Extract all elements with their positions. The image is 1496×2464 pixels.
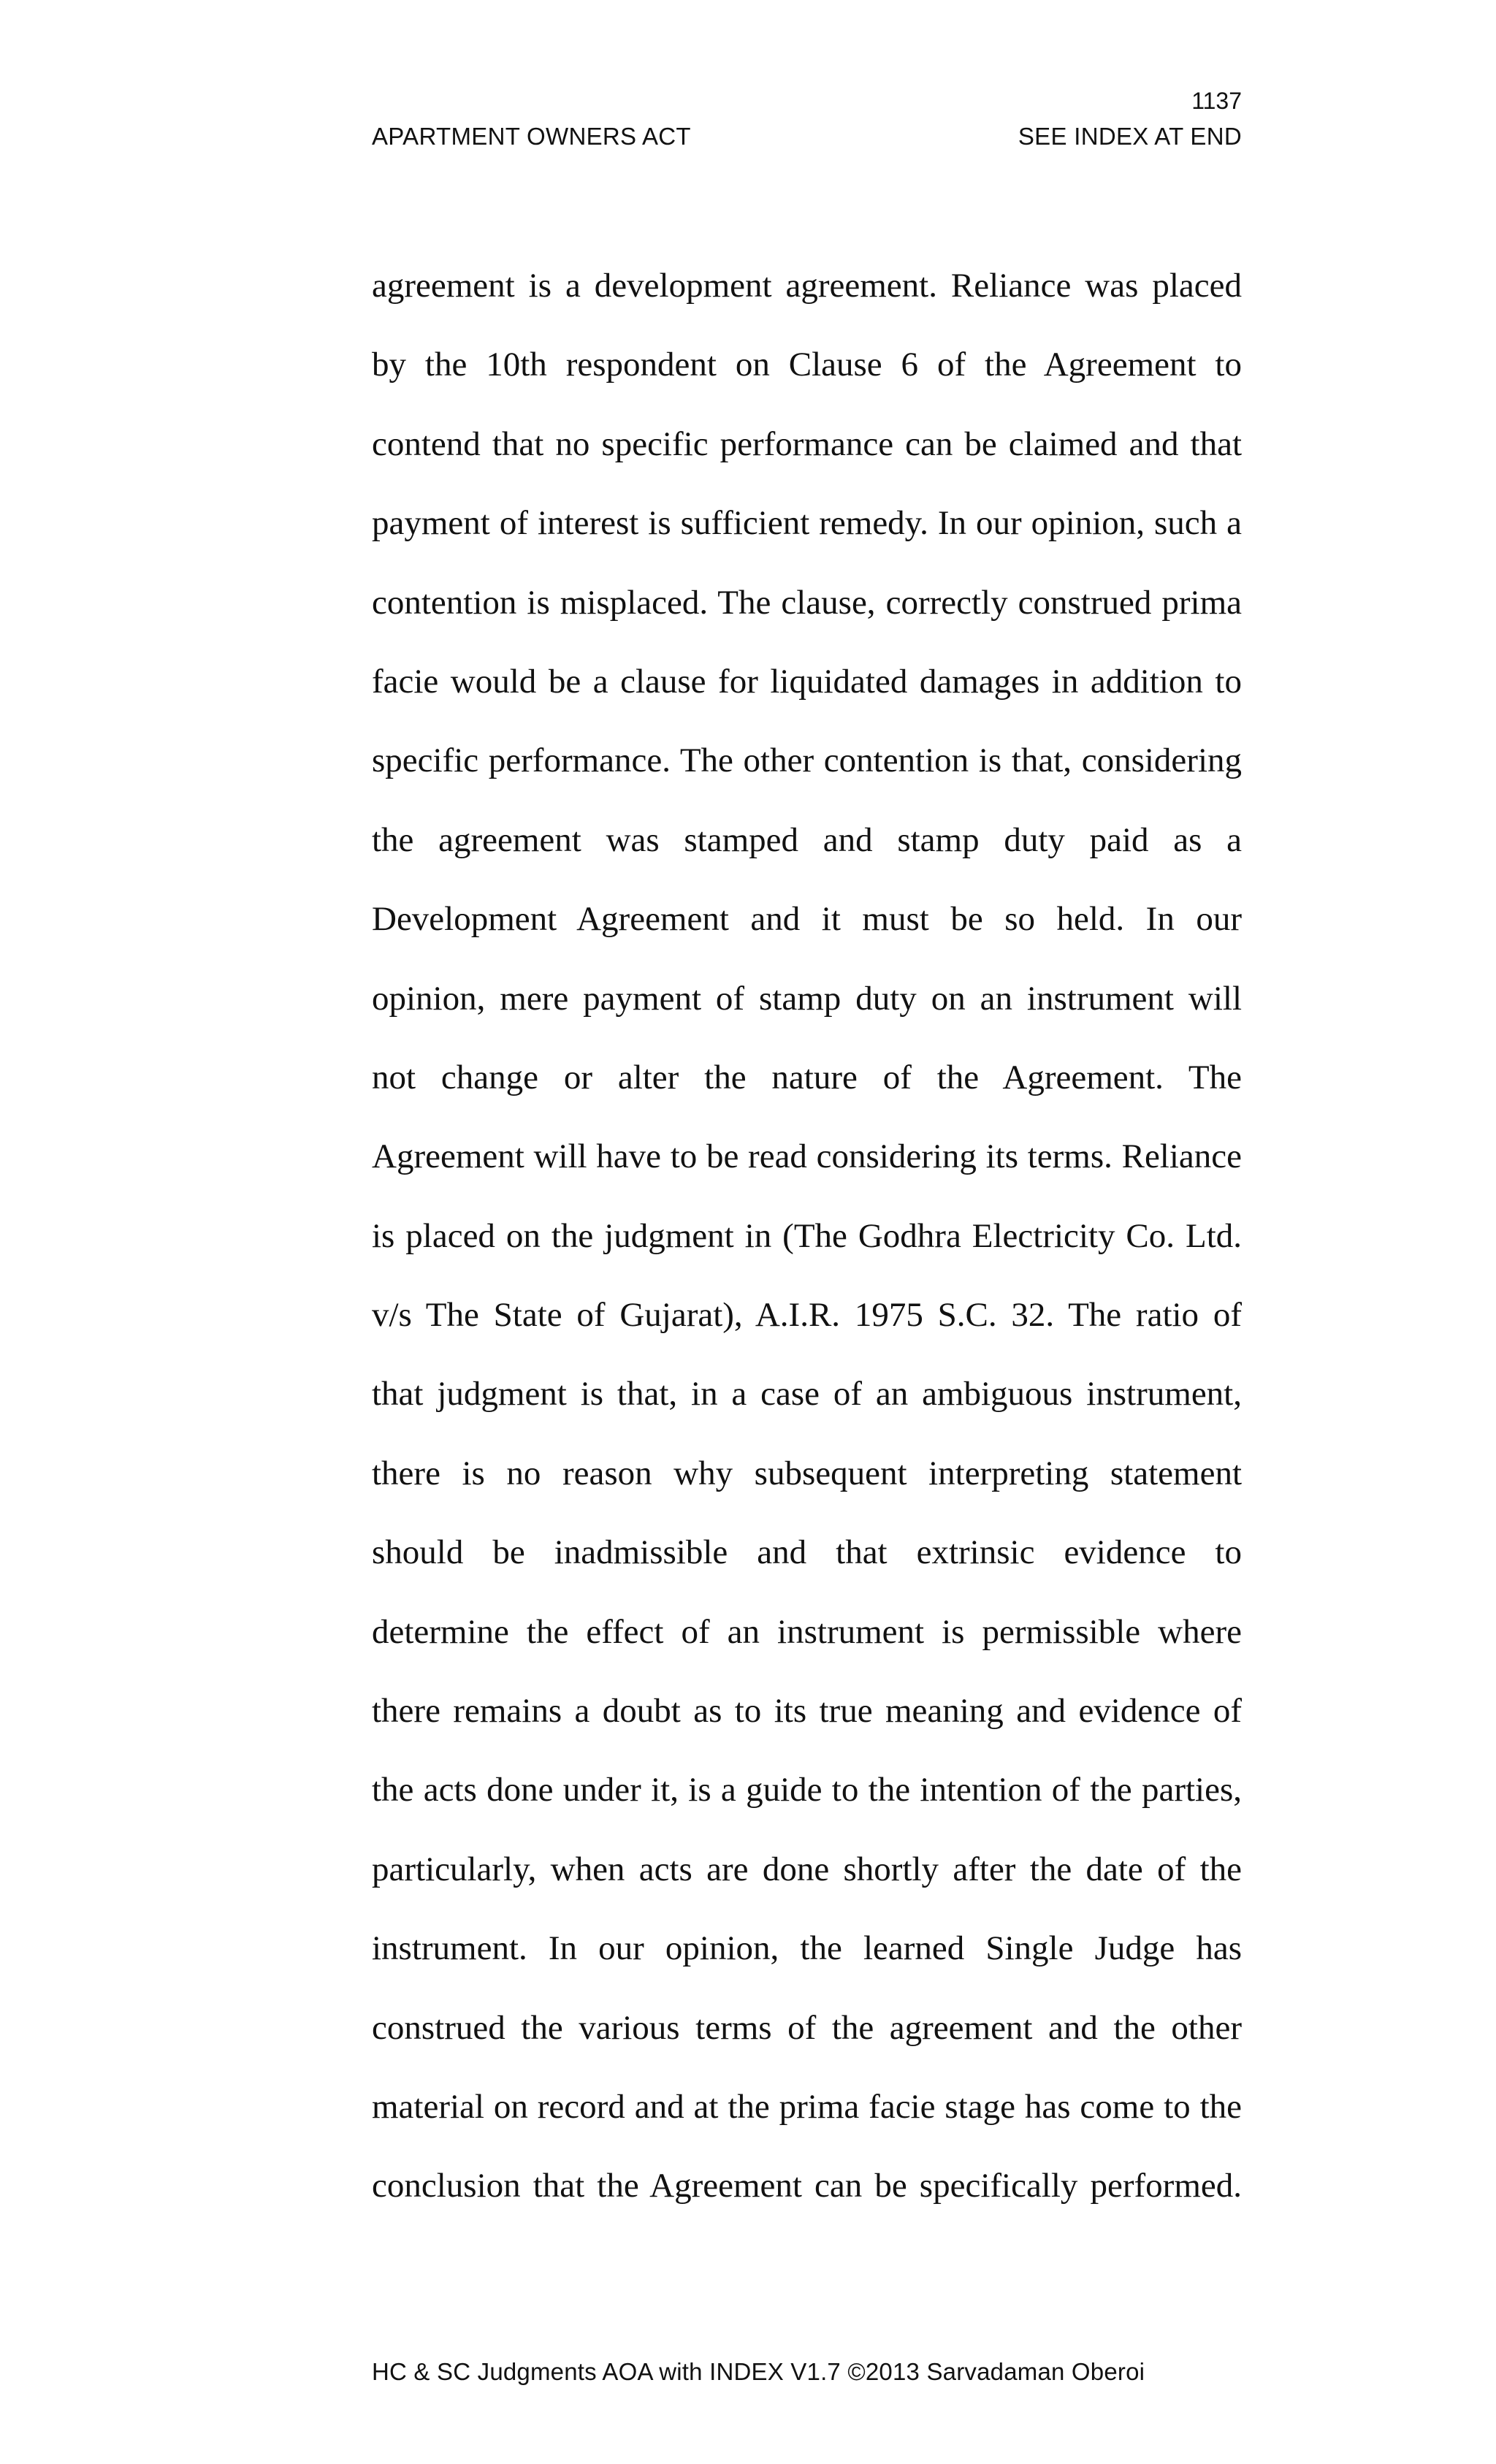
body-line: contention is misplaced. The clause, correctly construed prima — [372, 583, 1242, 622]
body-line: v/s The State of Gujarat), A.I.R. 1975 S.C. 32. The ratio of — [372, 1296, 1242, 1335]
body-line: Agreement will have to be read considering its terms. Reliance — [372, 1137, 1242, 1176]
page-footer: HC & SC Judgments AOA with INDEX V1.7 ©2013 Sarvadaman Oberoi — [372, 2358, 1145, 2385]
body-line: Development Agreement and it must be so held. In our — [372, 900, 1242, 939]
body-line: there is no reason why subsequent interpreting statement — [372, 1454, 1242, 1492]
body-line: determine the effect of an instrument is permissible where — [372, 1612, 1242, 1651]
body-line: instrument. In our opinion, the learned Single Judge has — [372, 1929, 1242, 1968]
body-line: that judgment is that, in a case of an ambiguous instrument, — [372, 1375, 1242, 1414]
body-line: should be inadmissible and that extrinsic evidence to — [372, 1533, 1242, 1572]
body-line: particularly, when acts are done shortly after the date of the — [372, 1850, 1242, 1888]
body-line: contend that no specific performance can be claimed and that — [372, 424, 1242, 463]
body-line: there remains a doubt as to its true meaning and evidence of — [372, 1692, 1242, 1731]
body-line: by the 10th respondent on Clause 6 of the Agreement to — [372, 346, 1242, 384]
body-line: not change or alter the nature of the Agreement. The — [372, 1058, 1242, 1096]
running-header-left: APARTMENT OWNERS ACT — [372, 123, 691, 150]
body-line: is placed on the judgment in (The Godhra Electricity Co. Ltd. — [372, 1216, 1242, 1255]
body-line: material on record and at the prima facie stage has come to the — [372, 2087, 1242, 2126]
body-line: opinion, mere payment of stamp duty on an instrument will — [372, 979, 1242, 1018]
body-line: facie would be a clause for liquidated damages in addition to — [372, 662, 1242, 701]
body-line: conclusion that the Agreement can be specifically performed. — [372, 2167, 1242, 2205]
page-number: 1137 — [1191, 88, 1242, 114]
running-header-right: SEE INDEX AT END — [1018, 123, 1242, 150]
body-text — [372, 265, 1242, 2245]
body-line: construed the various terms of the agreement and the other — [372, 2008, 1242, 2047]
body-line: the agreement was stamped and stamp duty paid as a — [372, 820, 1242, 859]
body-line: the acts done under it, is a guide to the intention of the parties, — [372, 1771, 1242, 1809]
body-line: agreement is a development agreement. Reliance was placed — [372, 267, 1242, 305]
body-line: payment of interest is sufficient remedy. In our opinion, such a — [372, 504, 1242, 543]
body-line: specific performance. The other contention is that, considering — [372, 741, 1242, 780]
